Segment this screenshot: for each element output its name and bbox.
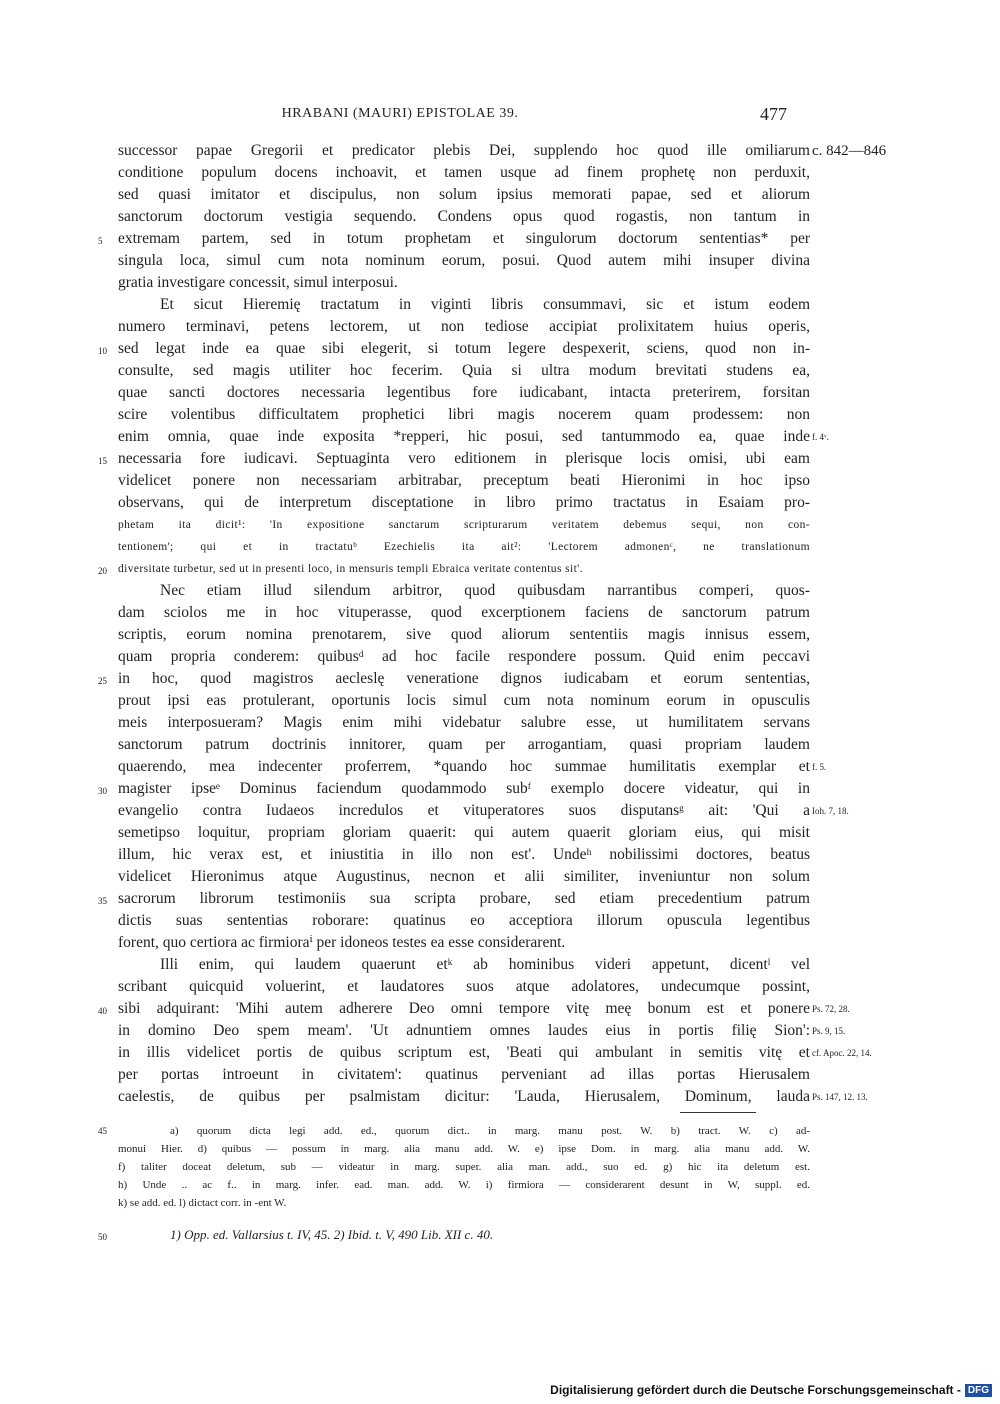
text-line: sanctorum patrum doctrinis innitorer, quam per arrogantiam, quasi propriam laudem	[118, 736, 810, 753]
text-line: forent, quo certiora ac firmioraⁱ per idoneos testes ea esse considerarent.	[118, 934, 566, 951]
margin-reference: Ps. 147, 12. 13.	[812, 1092, 868, 1102]
line-number: 40	[98, 1006, 107, 1016]
text-line: magister ipseᵉ Dominus faciendum quodammodo subᶠ exemplo docere videatur, qui in	[118, 780, 810, 797]
line-number: 35	[98, 896, 107, 906]
source-note: 1) Opp. ed. Vallarsius t. IV, 45. 2) Ibid. t. V, 490 Lib. XII c. 40.	[170, 1227, 494, 1242]
text-line: per portas introeunt in civitatem': quatinus perveniant ad illas portas Hierusalem	[118, 1066, 810, 1083]
text-end-rule	[680, 1112, 756, 1113]
line-number: 15	[98, 456, 107, 466]
text-line: in domino Deo spem meam'. 'Ut adnuntiem omnes laudes eius in portis filię Sion':	[118, 1022, 810, 1039]
text-line: in hoc, quod magistros aecleslę veneratione dignos iudicabam et eorum sententias,	[118, 670, 810, 687]
text-line: meis interposueram? Magis enim mihi videbatur salubre esse, ut humilitatem servans	[118, 714, 810, 731]
margin-reference: Ioh. 7, 18.	[812, 806, 849, 816]
text-line: quaerendo, mea indecenter proferrem, *quando hoc summae humilitatis exemplar et	[118, 758, 810, 775]
text-line: sanctorum doctorum vestigia sequendo. Condens opus quod rogastis, non tantum in	[118, 208, 810, 225]
line-number: 50	[98, 1232, 107, 1242]
text-line: videlicet ponere non necessariam arbitrabar, preceptum beati Hieronimi in hoc ipso	[118, 472, 810, 489]
text-line: quam propria conderem: quibusᵈ ad hoc facile respondere possum. Quid enim peccavi	[118, 648, 810, 665]
page-number: 477	[760, 104, 787, 124]
line-number: 5	[98, 236, 103, 246]
text-line: conditione populum docens inchoavit, et tamen usque ad finem prophetę non perduxit,	[118, 164, 810, 181]
text-line: tentionem'; qui et in tractatuᵇ Ezechielis ita ait²: 'Lectorem admonenᶜ, ne translationum	[118, 541, 810, 553]
text-line: Illi enim, qui laudem quaerunt etᵏ ab hominibus videri appetunt, dicentˡ vel	[160, 956, 810, 973]
dfg-logo: DFG	[965, 1384, 992, 1397]
text-line: phetam ita dicit¹: 'In expositione sanctarum scripturarum veritatem debemus sequi, non con-	[118, 519, 810, 531]
text-line: Et sicut Hieremię tractatum in viginti libris consummavi, sic et istum eodem	[160, 296, 810, 313]
margin-folio: f. 4ᵛ.	[812, 432, 829, 442]
footnote-line: k) se add. ed. l) dictact corr. in -ent W.	[118, 1197, 287, 1209]
line-number: 45	[98, 1126, 107, 1136]
margin-reference: cf. Apoc. 22, 14.	[812, 1048, 872, 1058]
line-number: 10	[98, 346, 107, 356]
text-line: scire volentibus difficultatem prophetici libri magis nocerem quam prodessem: non	[118, 406, 810, 423]
footnote-line: f) taliter doceat deletum, sub — videatur in marg. super. alia man. add., suo ed. g) hic ita deletum est.	[118, 1161, 810, 1173]
text-line: diversitate turbetur, sed ut in presenti loco, in mensuris templi Ebraica veritate contentus sit'.	[118, 563, 583, 575]
text-line: videlicet Hieronimus atque Augustinus, necnon et alii similiter, inveniuntur non solum	[118, 868, 810, 885]
text-line: sacrorum librorum testimoniis sua scripta probare, sed etiam precedentium patrum	[118, 890, 810, 907]
line-number: 20	[98, 566, 107, 576]
text-line: scriptis, eorum nomina prenotarem, sive quod aliorum sententiis magis innisus essem,	[118, 626, 810, 643]
text-line: successor papae Gregorii et predicator plebis Dei, supplendo hoc quod ille omiliarum	[118, 142, 810, 159]
digitization-footer	[550, 1380, 992, 1400]
text-line: evangelio contra Iudaeos incredulos et vituperatores suos disputansᵍ ait: 'Qui a	[118, 802, 810, 819]
line-number: 25	[98, 676, 107, 686]
margin-date: c. 842—846	[812, 143, 887, 159]
text-line: semetipso loquitur, propriam gloriam quaerit: qui autem quaerit gloriam eius, qui misit	[118, 824, 810, 841]
text-line: sibi adquirant: 'Mihi autem adherere Deo omni tempore vitę meę bonum est et ponere	[118, 1000, 810, 1017]
text-line: dam sciolos me in hoc vituperasse, quod excerptionem faciens de sanctorum patrum	[118, 604, 810, 621]
text-line: extremam partem, sed in totum prophetam et singulorum doctorum sententias* per	[118, 230, 810, 247]
text-line: prout ipsi eas protulerant, oportunis locis simul cum nota nominum eorum in opusculis	[118, 692, 810, 709]
text-line: scribant quicquid voluerint, et laudatores suos atque adolatores, undecumque possint,	[118, 978, 810, 995]
text-line: numero terminavi, petens lectorem, ut non tediose accipiat prolixitatem huius operis,	[118, 318, 810, 335]
text-line: consulte, sed magis utiliter hoc fecerim. Quia si ultra modum brevitati studens ea,	[118, 362, 810, 379]
text-line: illum, hic verax est, et iniustitia in illo non est'. Undeʰ nobilissimi doctores, beatus	[118, 846, 810, 863]
running-title: HRABANI (MAURI) EPISTOLAE 39.	[281, 106, 519, 121]
text-line: gratia investigare concessit, simul interposui.	[118, 274, 398, 291]
text-line: Nec etiam illud silendum arbitror, quod quibusdam narrantibus comperi, quos-	[160, 582, 810, 599]
text-line: in illis videlicet portis de quibus scriptum est, 'Beati qui ambulant in semitis vitę et	[118, 1044, 810, 1061]
line-number: 30	[98, 786, 107, 796]
text-line: quae sancti doctores necessaria legentibus fore iudicabant, intacta preterirem, forsitan	[118, 384, 810, 401]
margin-folio: f. 5.	[812, 762, 827, 772]
text-line: necessaria fore iudicavi. Septuaginta vero editionem in plerisque locis omisi, ubi eam	[118, 450, 810, 467]
text-line: sed legat inde ea quae sibi elegerit, si totum legere despexerit, sciens, quod non in-	[118, 340, 810, 357]
text-line: caelestis, de quibus per psalmistam dicitur: 'Lauda, Hierusalem, Dominum, lauda	[118, 1088, 810, 1105]
funding-credit: Digitalisierung gefördert durch die Deutsche Forschungsgemeinschaft -	[550, 1383, 961, 1397]
footnote-line: monui Hier. d) quibus — possum in marg. alia manu add. W. e) ipse Dom. in marg. alia manu add. W.	[118, 1143, 810, 1155]
margin-reference: Ps. 9, 15.	[812, 1026, 846, 1036]
text-line: singula loca, simul cum nota nominum eorum, posui. Quod autem mihi insuper divina	[118, 252, 810, 269]
text-line: sed quasi imitator et discipulus, non solum ipsius memorati papae, sed et aliorum	[118, 186, 810, 203]
text-line: dictis suas sententias roborare: quatinus eo acceptiora illorum opuscula legentibus	[118, 912, 810, 929]
footnote-line: a) quorum dicta legi add. ed., quorum dict.. in marg. manu post. W. b) tract. W. c) ad-	[170, 1125, 810, 1137]
text-line: observans, qui de interpretum disceptatione in libro primo tractatus in Esaiam pro-	[118, 494, 810, 511]
text-line: enim omnia, quae inde exposita *repperi, hic posui, sed tantummodo ea, quae inde	[118, 428, 810, 445]
margin-reference: Ps. 72, 28.	[812, 1004, 850, 1014]
footnote-line: h) Unde .. ac f.. in marg. infer. ead. man. add. W. i) firmiora — considerarent desunt in W, suppl. ed.	[118, 1179, 810, 1191]
